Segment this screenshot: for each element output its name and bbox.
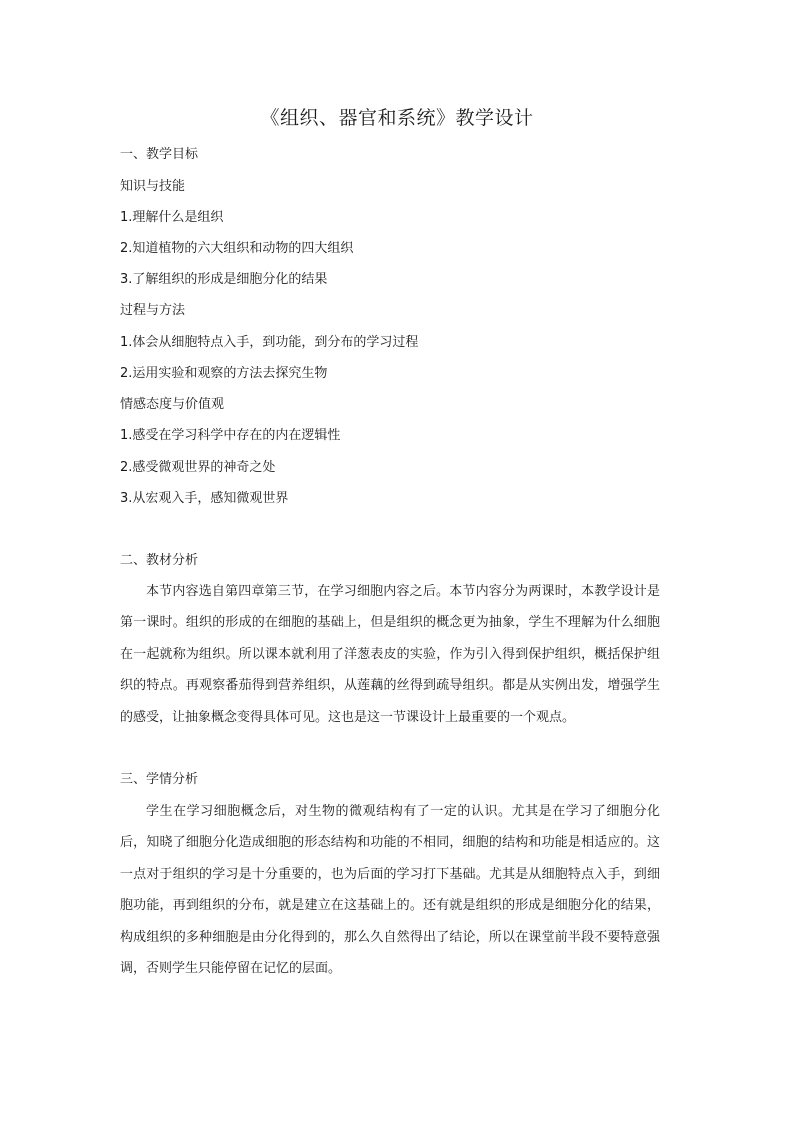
section-heading-materials: 二、教材分析 — [120, 553, 199, 568]
section-heading-students: 三、学情分析 — [120, 772, 199, 787]
list-item: 1.体会从细胞特点入手，到功能，到分布的学习过程 — [120, 335, 419, 350]
subheading-process: 过程与方法 — [120, 303, 186, 318]
list-item: 2.知道植物的六大组织和动物的四大组织 — [120, 241, 354, 256]
section-heading-objectives: 一、教学目标 — [120, 147, 199, 162]
paragraph-materials: 本节内容选自第四章第三节，在学习细胞内容之后。本节内容分为两课时，本教学设计是第一课时。组织的形成的在细胞的基础上，但是组织的概念更为抽象，学生不理解为什么细胞在一起就称为组织。所以课本就利用了洋葱表皮的实验，作为引入得到保护组织，概括保护组织的特点。再观察番茄得到营养组织，从莲藕的丝得到疏导组织。都是从实例出发，增强学生的感受，让抽象概念变得具体可见。这也是这一节课设计上最重要的一个观点。 — [120, 584, 660, 725]
document-title: 《组织、器官和系统》教学设计 — [260, 107, 534, 129]
subheading-knowledge: 知识与技能 — [120, 179, 186, 194]
list-item: 1.感受在学习科学中存在的内在逻辑性 — [120, 428, 341, 443]
list-item: 3.从宏观入手，感知微观世界 — [120, 491, 289, 506]
paragraph-students: 学生在学习细胞概念后，对生物的微观结构有了一定的认识。尤其是在学习了细胞分化后，知晓了细胞分化造成细胞的形态结构和功能的不相同，细胞的结构和功能是相适应的。这一点对于组织的学习是十分重要的，也为后面的学习打下基础。尤其是从细胞特点入手，到细胞功能，再到组织的分布，就是建立在这基础上的。还有就是组织的形成是细胞分化的结果，构成组织的多种细胞是由分化得到的，那么久自然得出了结论，所以在课堂前半段不要特意强调，否则学生只能停留在记忆的层面。 — [120, 804, 660, 977]
list-item: 2.运用实验和观察的方法去探究生物 — [120, 366, 328, 381]
list-item: 2.感受微观世界的神奇之处 — [120, 460, 276, 475]
list-item: 3.了解组织的形成是细胞分化的结果 — [120, 272, 328, 287]
subheading-emotion: 情感态度与价值观 — [120, 397, 225, 412]
list-item: 1.理解什么是组织 — [120, 210, 224, 225]
